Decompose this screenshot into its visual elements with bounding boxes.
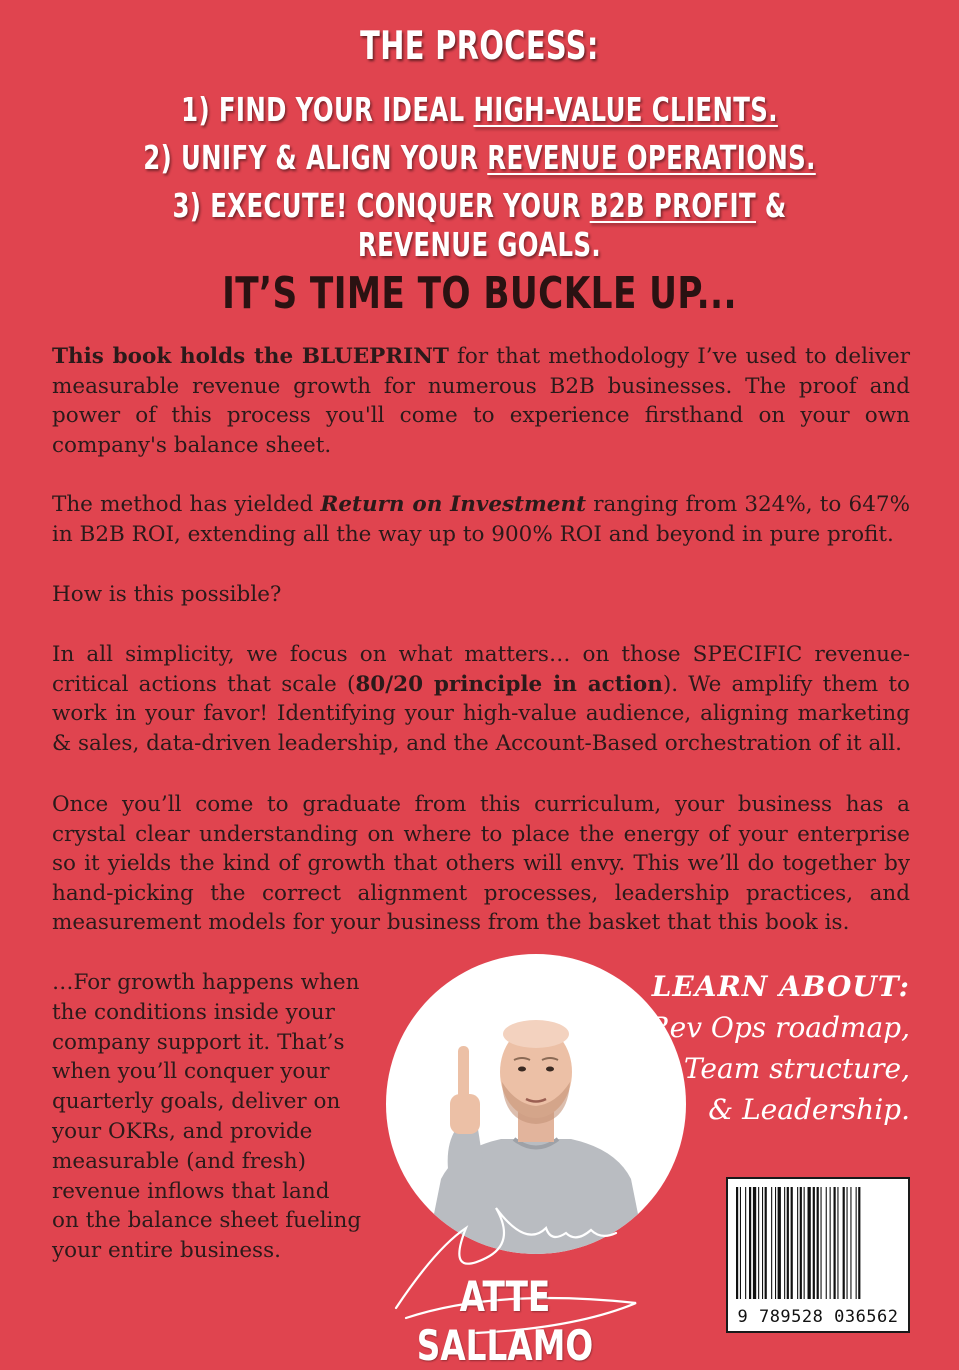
learn-about-title: LEARN ABOUT:	[651, 970, 910, 1003]
process-step-3: 3) EXECUTE! CONQUER YOUR B2B PROFIT & REVENUE GOALS.	[172, 186, 787, 264]
paragraph-blueprint: This book holds the BLUEPRINT for that methodology I’ve used to deliver measurable revenue growth for numerous B2B businesses. The proof and power of this process you'll come to experience firsthand on your own company's balance sheet.	[52, 344, 911, 458]
paragraph-graduate: Once you’ll come to graduate from this curriculum, your business has a crystal clear understanding on where to place the energy of your enterprise so it yields the kind of growth that others will envy. This we’ll do together by hand-picking the correct alignment processes, leadership practices, and measurement models for your business from the basket that this book is.	[52, 792, 910, 936]
step-3-highlight: B2B PROFIT	[589, 186, 756, 225]
process-title: THE PROCESS:	[360, 24, 599, 69]
step-2-highlight: REVENUE OPERATIONS.	[487, 138, 816, 177]
process-step-2: 2) UNIFY & ALIGN YOUR REVENUE OPERATIONS.	[143, 138, 816, 177]
closing-paragraph: …For growth happens when the conditions inside your company support it. That’s when you’ll conquer your quarterly goals, deliver on your OKRs, and provide measurable (and fresh) revenue inflows that land on the balance sheet fueling your entire business.	[52, 970, 362, 1264]
learn-about-box	[630, 966, 910, 1130]
isbn-barcode	[726, 1177, 910, 1333]
author-name: ATTE SALLAMO	[416, 1272, 594, 1370]
step-1-highlight: HIGH-VALUE CLIENTS.	[473, 90, 778, 129]
barcode-bars	[728, 1179, 908, 1304]
paragraph-simplicity: In all simplicity, we focus on what matters… on those SPECIFIC revenue-critical actions that scale (80/20 principle in action). We amplify them to work in your favor! Identifying your high-value audience, aligning marketing & sales, data-driven leadership, and the Account-Based orchestration of it all.	[52, 642, 910, 756]
learn-about-item: Rev Ops roadmap,	[648, 1011, 910, 1044]
paragraph-roi: The method has yielded Return on Investment ranging from 324%, to 647% in B2B ROI, extending all the way up to 900% ROI and beyond in pure profit.	[52, 492, 911, 547]
paragraph-question: How is this possible?	[52, 582, 282, 607]
isbn-number: 9 789528 036562	[737, 1307, 899, 1327]
learn-about-item: Team structure,	[683, 1052, 910, 1085]
buckle-up-heading: IT’S TIME TO BUCKLE UP...	[222, 268, 737, 319]
learn-about-item: & Leadership.	[708, 1093, 910, 1126]
process-step-1: 1) FIND YOUR IDEAL HIGH-VALUE CLIENTS.	[181, 90, 778, 129]
